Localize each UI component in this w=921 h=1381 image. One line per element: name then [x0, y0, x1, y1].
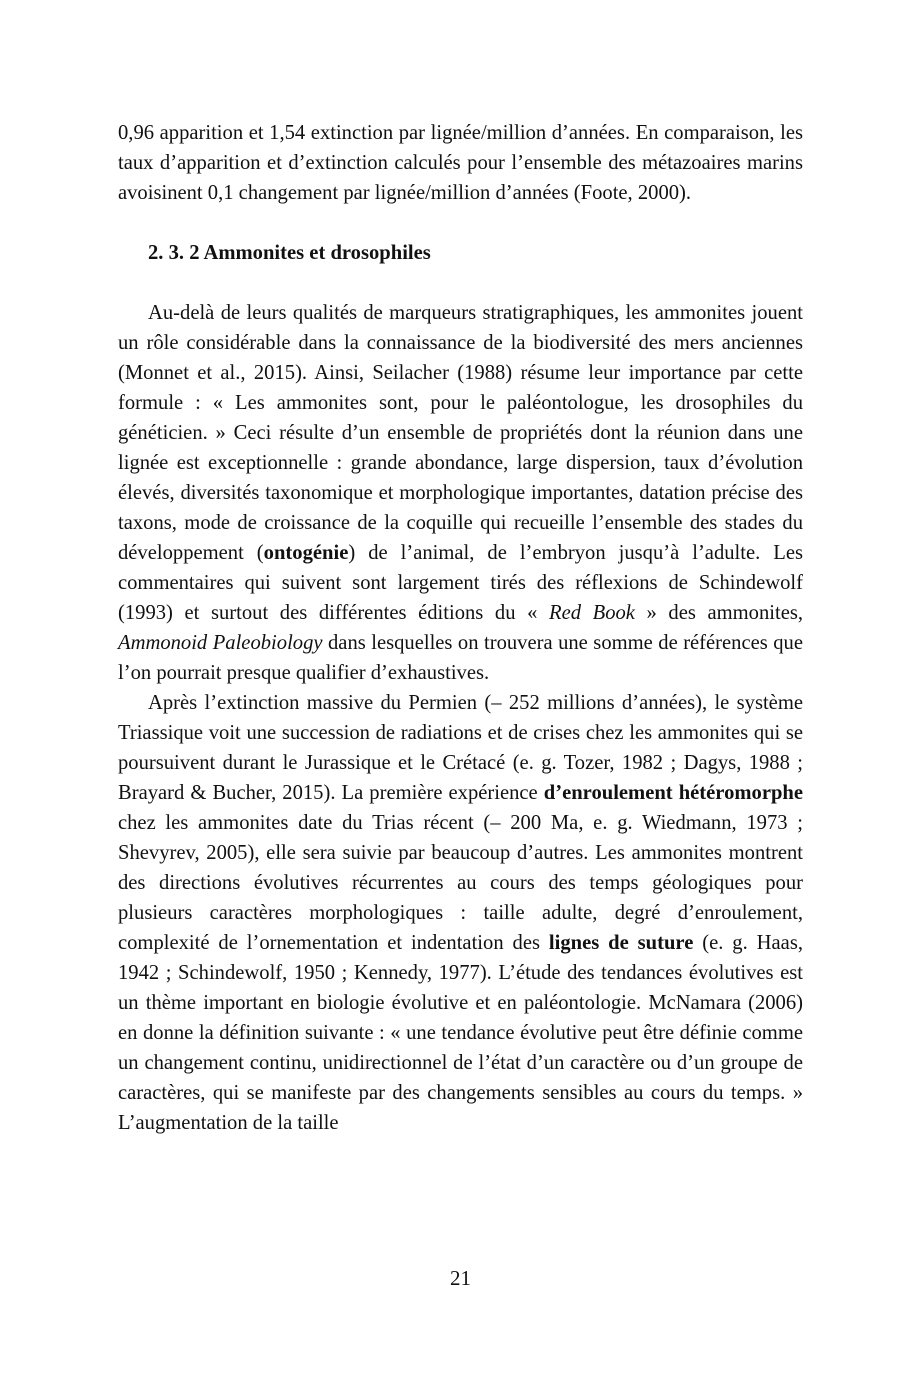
- page-number: 21: [450, 1266, 471, 1290]
- bold-term-ontogenie: ontogénie: [263, 542, 349, 564]
- paragraph-ammonites-drosophiles: [118, 298, 803, 688]
- text-run: Après l’extinction massive du Permien (– 252 millions d’années), le système Triassique voit une succession de radiations et de crises chez les ammonites qui se poursuivent durant le Jurassique et le Crétacé (e. g. Tozer, 1982 ; Dagys, 1988 ; Brayard & Bucher, 2015). La première expérience: [118, 692, 803, 804]
- text-run: chez les ammonites date du Trias récent (– 200 Ma, e. g. Wiedmann, 1973 ; Shevyrev, 2005), elle sera suivie par beaucoup d’autres. Les ammonites montrent des directions évolutives récurrentes au cours des temps géologiques pour plusieurs caractères morphologiques : taille adulte, degré d’enroulement, complexité de l’ornementation et indentation des: [118, 812, 803, 954]
- text-run: Au-delà de leurs qualités de marqueurs stratigraphiques, les ammonites jouent un rôle considérable dans la connaissance de la biodiversité des mers anciennes (Monnet et al., 2015). Ainsi, Seilacher (1988) résume leur importance par cette formule : « Les ammonites sont, pour le paléontologue, les drosophiles du généticien. » Ceci résulte d’un ensemble de propriétés dont la réunion dans une lignée est exceptionnelle : grande abondance, large dispersion, taux d’évolution élevés, diversités taxonomique et morphologique importantes, datation précise des taxons, mode de croissance de la coquille qui recueille l’ensemble des stades du développement (: [118, 302, 803, 564]
- bold-term-lignes-suture: lignes de suture: [548, 932, 694, 954]
- text-run: ) de l’animal, de l’embryon jusqu’à l’adulte. Les commentaires qui suivent sont largement tirés des réflexions de Schindewolf (1993) et surtout des différentes éditions du «: [118, 542, 804, 624]
- section-heading: 2. 3. 2 Ammonites et drosophiles: [148, 242, 431, 264]
- italic-title-ammonoid-paleobiology: Ammonoid Paleobiology: [118, 632, 323, 654]
- paragraph-continued: 0,96 apparition et 1,54 extinction par lignée/million d’années. En comparaison, les taux d’apparition et d’extinction calculés pour l’ensemble des métazoaires marins avoisinent 0,1 changement par lignée/million d’années (Foote, 2000).: [118, 122, 803, 204]
- text-run: » des ammonites,: [634, 602, 804, 624]
- text-run: (e. g. Haas, 1942 ; Schindewolf, 1950 ; Kennedy, 1977). L’étude des tendances évolutives est un thème important en biologie évolutive et en paléontologie. McNamara (2006) en donne la définition suivante : « une tendance évolutive peut être définie comme un changement continu, unidirectionnel de l’état d’un caractère ou d’un groupe de caractères, qui se manifeste par des changements sensibles au cours du temps. » L’augmentation de la taille: [118, 932, 803, 1134]
- page-body: [118, 118, 803, 1138]
- bold-term-enroulement: d’enroulement hétéromorphe: [543, 782, 804, 804]
- text-run: dans lesquelles on trouvera une somme de références que l’on pourrait presque qualifier d’exhaustives.: [118, 632, 803, 684]
- paragraph-permien: [118, 688, 803, 1138]
- italic-title-red-book: Red Book: [549, 602, 635, 624]
